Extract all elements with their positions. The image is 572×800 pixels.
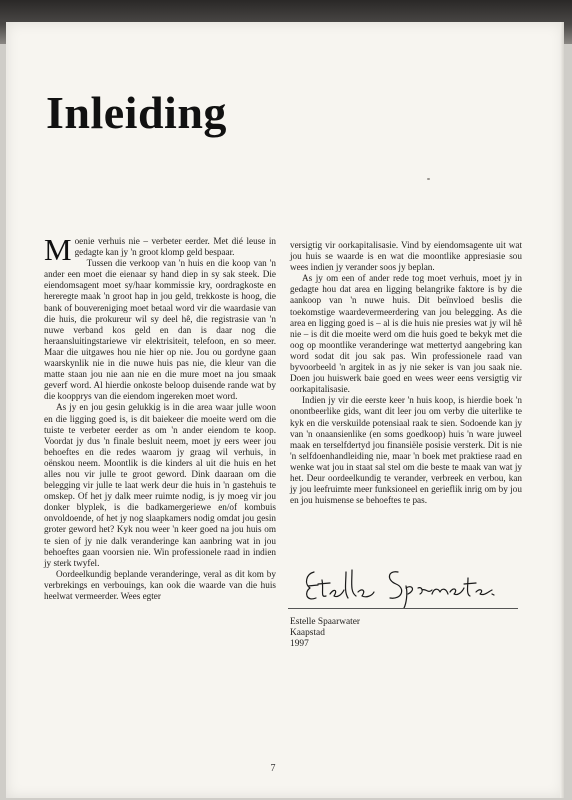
paragraph-2: Tussen die verkoop van 'n huis en die koop van 'n ander een moet die eienaar sy hand diep in sy sak steek. Die eiendomsagent moet sy/haar kommissie kry, oordragkoste en hereregte maak 'n groot hap in jou geld, trekkoste is hoog, die bank of bouvereniging moet betaal word vir die waardasie van die huis, die prokureur wil sy deel hê, die registrasie van 'n nuwe verband kos geld en dan is daar nog die heraansluitingstariewe vir elektrisiteit, telefoon, en so meer. Maar die uitgawes hou nie hier op nie. Jou ou gordyne gaan waarskynlik nie in die nuwe huis pas nie, die kleur van die matte staan jou nie aan nie en die mure moet na jou smaak geverf word. Al hierdie onkoste beloop duisende rande wat by die koopprys van die eiendom ingereken moet word. <box>44 258 276 402</box>
author-year: 1997 <box>290 639 309 650</box>
paragraph-1-text: oenie verhuis nie – verbeter eerder. Met dié leuse in gedagte kan jy 'n groot klomp geld bespaar. <box>74 236 276 258</box>
paragraph-4: Oordeelkundig beplande veranderinge, veral as dit kom by verbrekings en verbouings, kan ook die waarde van die huis heelwat vermeerder. Wees egter <box>44 568 276 601</box>
signature-line <box>288 608 518 609</box>
author-block <box>290 617 360 651</box>
handwritten-signature <box>300 560 500 610</box>
right-column <box>290 240 522 506</box>
paragraph-6: As jy om een of ander rede tog moet verhuis, moet jy in gedagte hou dat area en ligging belangrike faktore is by die aankoop van 'n nuwe huis. Dit beïnvloed beslis die toekomstige waardevermeerdering van jou belegging. As die area en ligging goed is – al is die huis nie presies wat jy wil hê nie – is dit die moeite werd om die huis goed te bekyk met die oog op moontlike veranderinge wat mettertyd aangebring kan word sodat dit jou sak pas. Win professionele raad van byvoorbeeld 'n argitek in as jy nie seker is van jou saak nie. Doen jou huiswerk baie goed en wees weer eens versigtig vir oorkapitalisasie. <box>290 273 522 395</box>
paragraph-1 <box>44 232 276 267</box>
page-number: 7 <box>270 763 276 774</box>
paragraph-7: Indien jy vir die eerste keer 'n huis koop, is hierdie boek 'n onontbeerlike gids, want dit leer jou om verby die uiterlike te kyk en die verskuilde potensiaal raak te sien. Sodoende kan jy van 'n onaansienlike (en soms goedkoop) huis 'n ware juweel maak en terselfdertyd jou finansiële posisie versterk. Dit is nie 'n selfdoenhandleiding nie, maar 'n boek met praktiese raad en wenke wat jou in staat sal stel om die beste te maak van wat jy het. Deur oordeelkundig te verander, verbreek en verbou, kan jy jou leefruimte meer funksioneel en gerieflik inrig om by jou en jou huismense se behoeftes te pas. <box>290 395 522 506</box>
paragraph-5: versigtig vir oorkapitalisasie. Vind by eiendomsagente uit wat jou huis se waarde is en wat die moontlike appresiasie sou wees indien jy verander soos jy beplan. <box>290 240 522 273</box>
author-place: Kaapstad <box>290 628 325 639</box>
left-column <box>44 232 276 602</box>
paragraph-3: As jy en jou gesin gelukkig is in die area waar julle woon en die ligging goed is, is dit baiekeer die moeite werd om die tuiste te verbeter eerder as om 'n ander eiendom te koop. Voordat jy dus 'n finale besluit neem, moet jy eers weer jou behoeftes en die redes waarom jy graag wil verhuis, in oënskou neem. Moontlik is die kinders al uit die huis en het alles nou vir julle te groot geword. Dink daaraan om die belegging vir julle te laat werk deur die huis in 'n gastehuis te omskep. Of het jy dalk meer ruimte nodig, is jy moeg vir jou donker blyplek, is die badkamergeriewe en/of kombuis onvoldoende, of het jy nog slaapkamers nodig omdat jou gesin groter geword het? Kyk nou weer 'n keer goed na jou huis om te sien of jy nie dalk veranderinge kan aanbring wat in jou behoeftes gaan voorsien nie. Win professionele raad in indien jy sterk twyfel. <box>44 402 276 568</box>
page-edge <box>560 22 564 798</box>
author-name: Estelle Spaarwater <box>290 617 361 627</box>
scan-speck <box>427 178 430 180</box>
page-title: Inleiding <box>46 87 227 138</box>
drop-cap: M <box>44 232 72 267</box>
